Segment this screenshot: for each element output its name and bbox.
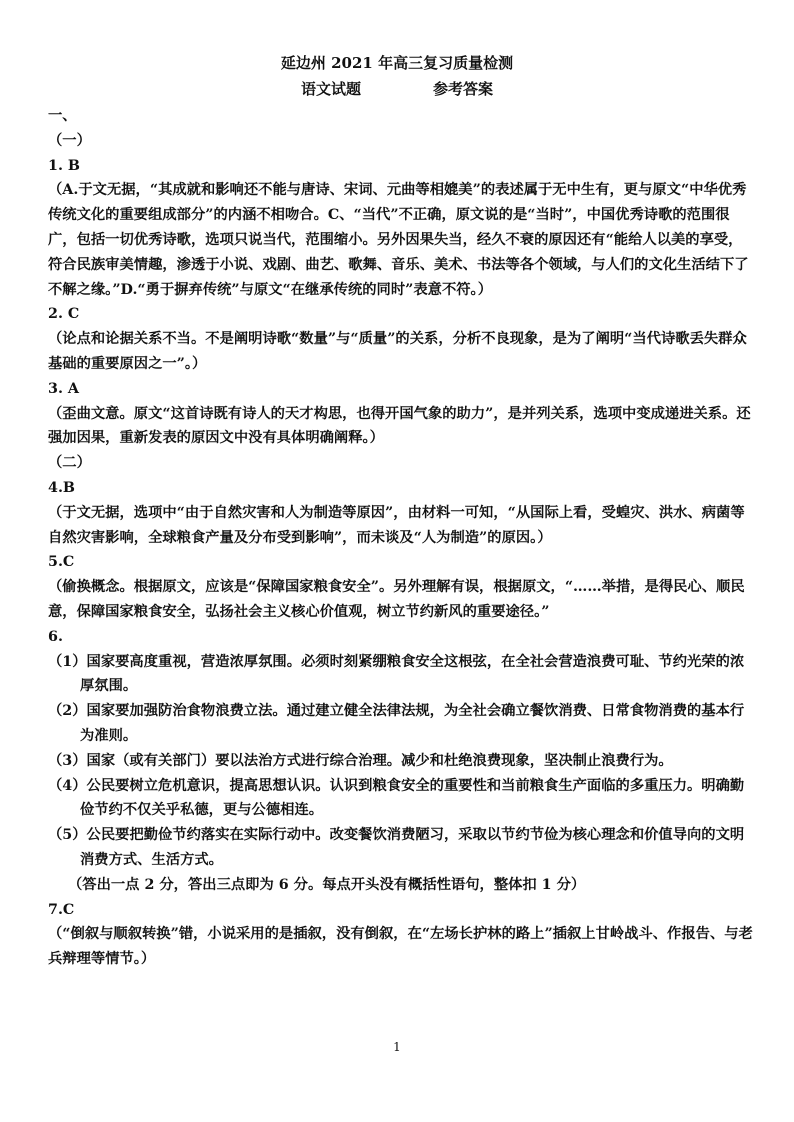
question-3-answer: 3. A (48, 380, 79, 397)
answer-body (48, 104, 754, 972)
question-6-point: （3）国家（或有关部门）要以法治方式进行综合治理。减少和杜绝浪费现象，坚决制止浪费行为。 (48, 752, 673, 769)
question-2-explanation: （论点和论据关系不当。不是阐明诗歌“数量”与“质量”的关系，分析不良现象，是为了阐明“当代诗歌丢失群众基础的重要原因之一”。） (48, 331, 747, 372)
question-7-answer: 7.C (48, 901, 75, 918)
question-5-explanation: （偷换概念。根据原文，应该是“保障国家粮食安全”。另外理解有误，根据原文，“……举措，是得民心、顺民意，保障国家粮食安全，弘扬社会主义核心价值观，树立节约新风的重要途径。” (48, 579, 745, 620)
part-heading: （二） (48, 455, 91, 472)
document-subtitle-row (0, 78, 794, 99)
part-heading: （一） (48, 132, 91, 149)
question-6-point: （1）国家要高度重视，营造浓厚氛围。必须时刻紧绷粮食安全这根弦，在全社会营造浪费可耻、节约光荣的浓厚氛围。 (48, 653, 745, 695)
question-1-answer: 1. B (48, 157, 80, 174)
subject-label: 语文试题 (300, 80, 361, 98)
answer-key-label: 参考答案 (433, 80, 494, 98)
document-title: 延边州 2021 年高三复习质量检测 (280, 54, 514, 72)
question-1-explanation: （A.于文无据，“其成就和影响还不能与唐诗、宋词、元曲等相媲美”的表述属于无中生有，更与原文“中华优秀传统文化的重要组成部分”的内涵不相吻合。C、“当代”不正确，原文说的是“当时”，中国优秀诗歌的范围很广，包括一切优秀诗歌，选项只说当代，范围缩小。另外因果失当，经久不衰的原因还有“能给人以美的享受，符合民族审美情趣，渗透于小说、戏剧、曲艺、歌舞、音乐、美术、书法等各个领域，与人们的文化生活结下了不解之缘。”D.“勇于摒弃传统”与原文“在继承传统的同时”表意不符。） (48, 182, 749, 298)
question-3-explanation: （歪曲文意。原文“这首诗既有诗人的天才构思，也得开国气象的助力”，是并列关系，选项中变成递进关系。还强加因果，重新发表的原因文中没有具体明确阐释。） (48, 405, 751, 447)
page-number: 1 (393, 1040, 401, 1054)
section-heading: 一、 (48, 108, 77, 124)
question-4-answer: 4.B (48, 479, 76, 496)
question-6-point: （5）公民要把勤俭节约落实在实际行动中。改变餐饮消费陋习，采取以节约节俭为核心理念和价值导向的文明消费方式、生活方式。 (48, 827, 745, 868)
question-6-scoring-note: （答出一点 2 分，答出三点即为 6 分。每点开头没有概括性语句，整体扣 1 分） (68, 876, 586, 893)
question-2-answer: 2. C (48, 306, 80, 323)
question-7-explanation: （“倒叙与顺叙转换”错，小说采用的是插叙，没有倒叙，在“左场长护林的路上”插叙上甘岭战斗、作报告、与老兵辩理等情节。） (48, 926, 753, 968)
question-6-point: （4）公民要树立危机意识，提高思想认识。认识到粮食安全的重要性和当前粮食生产面临的多重压力。明确勤俭节约不仅关乎私德，更与公德相连。 (48, 777, 745, 819)
question-4-explanation: （于文无据，选项中“由于自然灾害和人为制造等原因”，由材料一可知，“从国际上看，受蝗灾、洪水、病菌等自然灾害影响，全球粮食产量及分布受到影响”，而未谈及“人为制造”的原因。） (48, 504, 745, 546)
question-6-answer: 6. (48, 628, 63, 645)
question-5-answer: 5.C (48, 554, 75, 571)
question-6-point: （2）国家要加强防治食物浪费立法。通过建立健全法律法规，为全社会确立餐饮消费、日常食物消费的基本行为准则。 (48, 703, 745, 744)
